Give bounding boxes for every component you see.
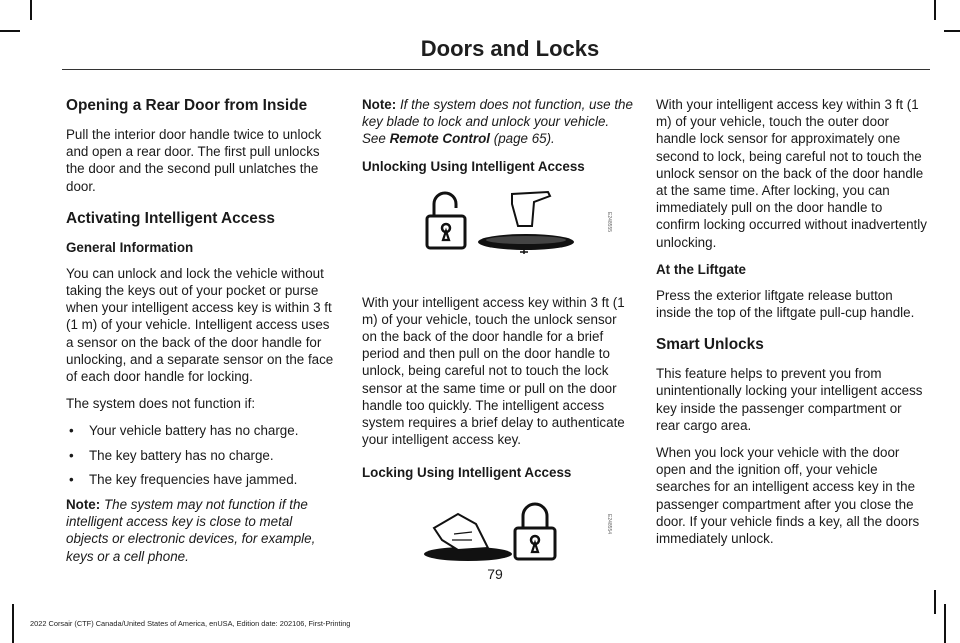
paragraph-general: You can unlock and lock the vehicle without taking the keys out of your pocket or purse when your intelligent access key is within 3 ft (1 m) of your vehicle. Intelligent access uses a sensor on the back of the door handle for unlocking, and a separate sensor on the face of each door handle for locking.	[66, 265, 334, 385]
crop-mark-top-left-h	[0, 30, 20, 32]
locked-padlock-icon	[512, 500, 558, 562]
note-key-blade	[362, 96, 634, 148]
bullet-list	[66, 422, 338, 488]
column-3	[656, 96, 928, 557]
heading-general-information: General Information	[66, 239, 194, 255]
note-label: Note:	[362, 97, 397, 112]
list-item: • The key battery has no charge.	[66, 447, 338, 464]
edition-footer: 2022 Corsair (CTF) Canada/United States of America, enUSA, Edition date: 202106, First-Printing	[30, 619, 351, 628]
paragraph-smart-1: This feature helps to prevent you from unintentionally locking your intelligent access key inside the passenger compartment or rear cargo area.	[656, 366, 923, 433]
list-item: • The key frequencies have jammed.	[66, 471, 338, 488]
note-text-a: If the system does not function, use the key blade to lock and unlock your vehicle. See	[362, 97, 633, 147]
paragraph-rear-door: Pull the interior door handle twice to unlock and open a rear door. The first pull unlocks the door and the second pull unlatches the door.	[66, 127, 322, 194]
crop-mark-top-right-v	[934, 0, 936, 20]
heading-activating: Activating Intelligent Access	[66, 209, 275, 227]
unlocked-padlock-icon	[424, 190, 468, 252]
crop-mark-bottom-right-v	[934, 590, 936, 614]
hand-touch-handle-icon	[472, 186, 582, 256]
heading-liftgate: At the Liftgate	[656, 261, 747, 277]
figure-id: E248554	[606, 514, 613, 535]
page-title: Doors and Locks	[420, 36, 600, 61]
note-label: Note:	[66, 497, 101, 513]
heading-smart-unlocks: Smart Unlocks	[656, 336, 764, 354]
lock-illustration	[362, 490, 634, 570]
page-number: 79	[487, 566, 503, 582]
note-text-b: (page 65).	[493, 131, 555, 147]
column-1	[66, 96, 338, 575]
note-metal-objects	[66, 496, 338, 565]
paragraph-liftgate: Press the exterior liftgate release button inside the top of the liftgate pull-cup handle.	[656, 287, 915, 321]
header-rule	[62, 69, 930, 70]
paragraph-not-function: The system does not function if:	[66, 396, 256, 412]
figure-id: E248555	[606, 211, 613, 232]
crop-mark-top-left-v	[30, 0, 32, 20]
list-item: • Your vehicle battery has no charge.	[66, 422, 338, 439]
paragraph-locking: With your intelligent access key within 3 ft (1 m) of your vehicle, touch the outer door handle lock sensor for approximately one second to lock, being careful not to touch the unlock sensor on the back of the door handle at the same time. After locking, you can immediately pull on the door handle to confirm locking occurred without inadvertently unlocking.	[656, 97, 927, 250]
unlock-illustration	[362, 184, 634, 276]
column-2	[362, 96, 634, 588]
hand-touch-handle-icon	[418, 498, 518, 568]
heading-locking: Locking Using Intelligent Access	[362, 465, 572, 481]
heading-rear-door: Opening a Rear Door from Inside	[66, 97, 308, 114]
paragraph-smart-2: When you lock your vehicle with the door open and the ignition off, your vehicle searches for an intelligent access key in the passenger compartment after you close the door. If your vehicle finds a key, all the doors immediately unlock.	[656, 445, 920, 547]
crop-mark-bottom-left-v	[12, 604, 14, 643]
crop-mark-bottom-right-v2	[944, 604, 946, 643]
remote-control-link[interactable]: Remote Control	[389, 131, 490, 147]
note-text: The system may not function if the intelligent access key is close to metal objects or electronic devices, for example, keys or a cell phone.	[66, 497, 316, 564]
heading-unlocking: Unlocking Using Intelligent Access	[362, 158, 585, 174]
paragraph-unlocking: With your intelligent access key within 3 ft (1 m) of your vehicle, touch the unlock sensor on the back of the door handle for a brief period and then pull on the door handle to unlock, being careful not to touch the lock sensor at the same time or pull on the door handle too quickly. The intelligent access system requires a brief delay to authenticate your intelligent access key.	[362, 294, 625, 448]
crop-mark-top-right-h	[944, 30, 960, 32]
